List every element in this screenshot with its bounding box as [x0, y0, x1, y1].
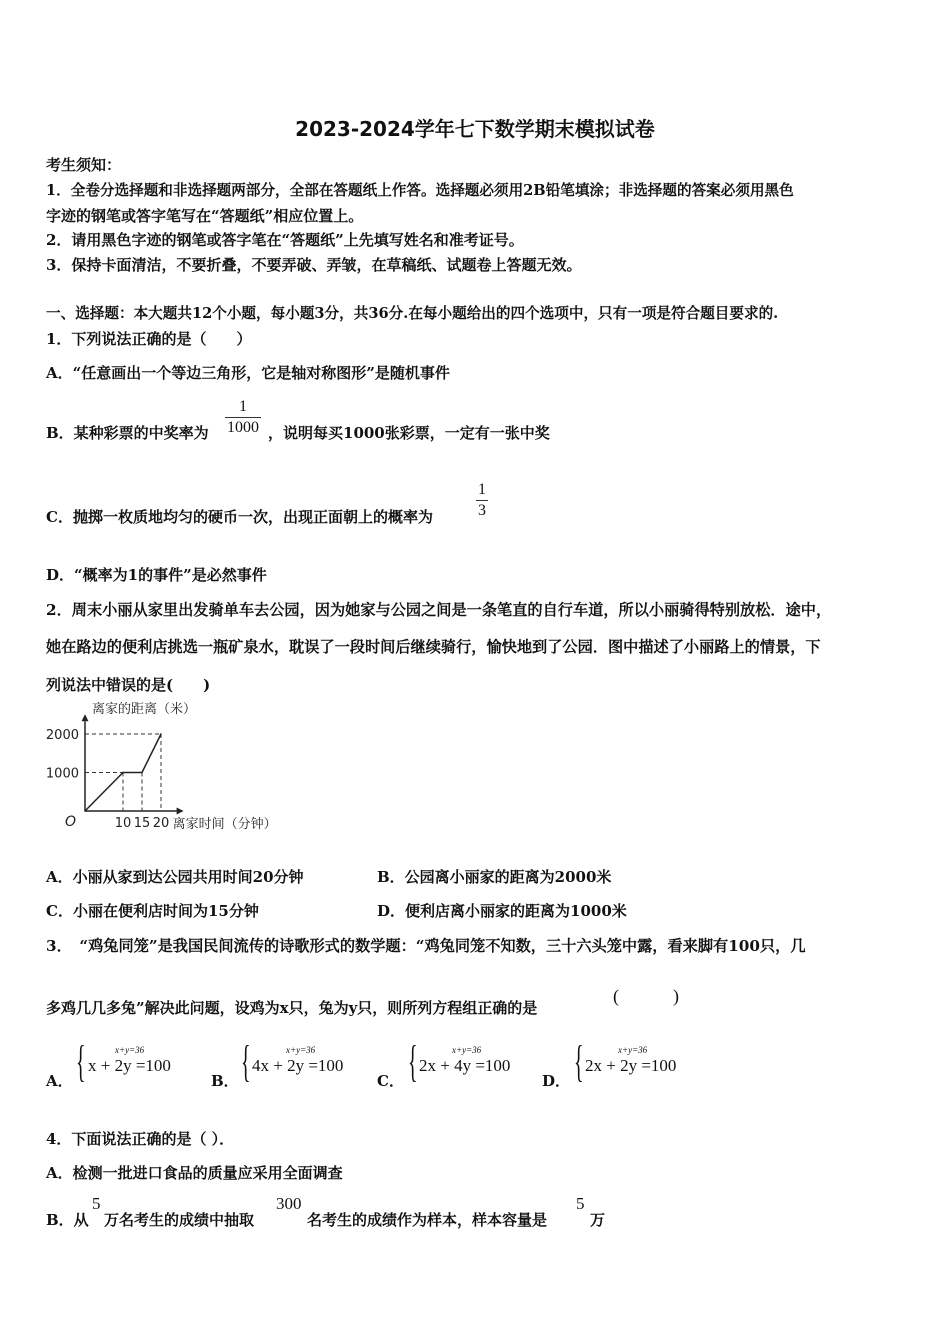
q3-option-c-brace: {: [408, 1037, 418, 1086]
q1-stem: 1．下列说法正确的是（ ）: [46, 330, 252, 348]
q1-option-c-fraction: [476, 480, 488, 521]
q4-option-b-number-3: 5: [576, 1194, 585, 1213]
q1-option-d: D．“概率为1的事件”是必然事件: [46, 566, 267, 584]
x-tick-label: 10: [114, 816, 132, 831]
q4-option-a: A．检测一批进口食品的质量应采用全面调查: [46, 1164, 343, 1182]
q1-option-b-fraction: [225, 397, 261, 438]
data-point: [141, 772, 143, 774]
distance-time-chart: [40, 698, 385, 843]
q2-line-1: 2．周末小丽从家里出发骑单车去公园，因为她家与公园之间是一条笔直的自行车道，所以小丽骑得特别放松．途中，: [46, 601, 832, 619]
q4-option-b-part-2: 万名考生的成绩中抽取: [104, 1211, 255, 1229]
q4-option-b-number-2: 300: [276, 1194, 302, 1213]
q3-option-a-eq-top: x+y=36: [115, 1045, 145, 1055]
y-axis-title: 离家的距离（米）: [92, 702, 197, 717]
q2-option-d: D．便利店离小丽家的距离为1000米: [377, 902, 627, 920]
fraction-numerator: 1: [225, 397, 261, 418]
q3-option-a-eq-main: x + 2y =100: [88, 1056, 171, 1075]
q3-line-2: 多鸡几几多兔”解决此问题，设鸡为x只，兔为y只，则所列方程组正确的是: [46, 999, 538, 1017]
data-point: [122, 772, 124, 774]
x-axis-arrow: [177, 808, 184, 815]
q1-option-b-prefix: B．某种彩票的中奖率为: [46, 424, 209, 442]
q2-line-3: 列说法中错误的是( ): [46, 676, 211, 694]
q3-option-c-eq-main: 2x + 4y =100: [419, 1056, 511, 1075]
q3-option-b-eq-top: x+y=36: [286, 1045, 316, 1055]
x-tick-label: 20: [152, 816, 170, 831]
q3-answer-paren: ( ): [613, 986, 679, 1006]
data-point: [160, 733, 162, 735]
data-point: [84, 810, 86, 812]
q3-option-b-label: B．: [211, 1072, 239, 1090]
notice-item-3: 3．保持卡面清洁，不要折叠，不要弄破、弄皱，在草稿纸、试题卷上答题无效。: [46, 256, 582, 274]
q3-option-c-eq-top: x+y=36: [452, 1045, 482, 1055]
q3-option-a-label: A．: [46, 1072, 73, 1090]
q1-option-b-suffix: ，说明每买1000张彩票，一定有一张中奖: [268, 424, 550, 442]
x-axis-title: 离家时间（分钟）: [172, 817, 277, 832]
q4-stem: 4．下面说法正确的是（ ）．: [46, 1130, 235, 1148]
fraction-denominator: 1000: [227, 419, 259, 436]
q4-option-b-part-3: 名考生的成绩作为样本，样本容量是: [307, 1211, 548, 1229]
notice-item-2: 2．请用黑色字迹的钢笔或答字笔在“答题纸”上先填写姓名和准考证号。: [46, 231, 524, 249]
q3-option-a-brace: {: [76, 1037, 86, 1086]
q3-option-c-label: C．: [377, 1072, 404, 1090]
notice-heading: 考生须知：: [46, 156, 122, 174]
y-tick-label: 1000: [45, 766, 79, 782]
q3-option-d-eq-top: x+y=36: [618, 1045, 648, 1055]
notice-item-1-line-2: 字迹的钢笔或答字笔写在“答题纸”相应位置上。: [46, 207, 364, 225]
q2-option-c: C．小丽在便利店时间为15分钟: [46, 902, 259, 920]
origin-label: O: [64, 814, 76, 830]
q2-option-b: B．公园离小丽家的距离为2000米: [377, 868, 612, 886]
q3-line-1: 3． “鸡兔同笼”是我国民间流传的诗歌形式的数学题：“鸡兔同笼不知数，三十六头笼中露，看来脚有100只，几: [46, 937, 806, 955]
q4-option-b-part-1: B．从: [46, 1211, 89, 1229]
fraction-numerator: 1: [476, 480, 488, 501]
q4-option-b-number-1: 5: [92, 1194, 101, 1213]
q2-option-a: A．小丽从家到达公园共用时间20分钟: [46, 868, 304, 886]
q3-option-d-label: D．: [542, 1072, 571, 1090]
q4-option-b-part-4: 万: [590, 1211, 606, 1229]
q3-option-d-eq-main: 2x + 2y =100: [585, 1056, 677, 1075]
q3-option-d-brace: {: [574, 1037, 584, 1086]
q3-option-b-eq-main: 4x + 2y =100: [252, 1056, 344, 1075]
section-heading: 一、选择题：本大题共12个小题，每小题3分，共36分.在每小题给出的四个选项中，只有一项是符合题目要求的.: [46, 305, 779, 322]
q1-option-c-prefix: C．抛掷一枚质地均匀的硬币一次，出现正面朝上的概率为: [46, 508, 433, 526]
chart-layer: [46, 701, 277, 832]
q3-option-b-brace: {: [241, 1037, 251, 1086]
page-title: 2023-2024学年七下数学期末模拟试卷: [295, 117, 655, 141]
notice-item-1-line-1: 1．全卷分选择题和非选择题两部分，全部在答题纸上作答。选择题必须用2B铅笔填涂；非选择题的答案必须用黑色: [46, 182, 794, 199]
q2-line-2: 她在路边的便利店挑选一瓶矿泉水，耽误了一段时间后继续骑行，愉快地到了公园．图中描述了小丽路上的情景，下: [46, 638, 821, 656]
y-axis-arrow: [82, 714, 89, 721]
x-tick-label: 15: [133, 816, 151, 831]
fraction-denominator: 3: [478, 502, 486, 519]
y-tick-label: 2000: [45, 728, 79, 743]
q1-option-a: A．“任意画出一个等边三角形，它是轴对称图形”是随机事件: [46, 364, 450, 382]
